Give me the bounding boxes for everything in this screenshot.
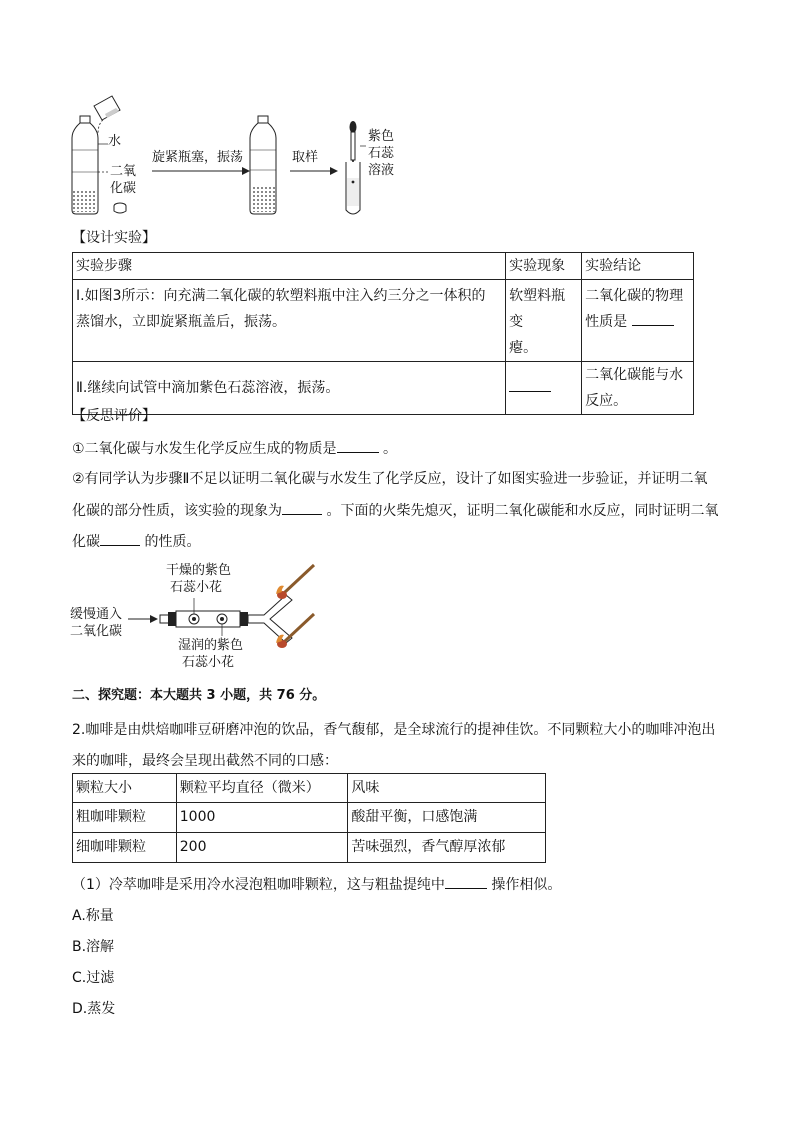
answer-blank[interactable] bbox=[282, 500, 322, 515]
q2-intro-line2: 来的咖啡，最终会呈现出截然不同的口感： bbox=[72, 753, 338, 769]
label-wet-line1: 湿润的紫色 bbox=[178, 638, 244, 653]
table-row bbox=[73, 774, 546, 803]
arrow-label-sample: 取样 bbox=[292, 150, 319, 165]
row1-step-line2: 蒸馏水，立即旋紧瓶盖后，振荡。 bbox=[76, 314, 286, 330]
bottle-cap-icon bbox=[114, 203, 126, 213]
row1-conclusion-line2: 性质是 bbox=[585, 314, 628, 330]
header-size: 颗粒大小 bbox=[73, 774, 177, 803]
cell: 粗咖啡颗粒 bbox=[73, 803, 177, 833]
arrow-label-shake: 旋紧瓶塞，振荡 bbox=[152, 150, 244, 165]
header-step: 实验步骤 bbox=[73, 253, 506, 280]
header-flavor: 风味 bbox=[348, 774, 546, 803]
row1-step-line1: Ⅰ.如图3所示：向充满二氧化碳的软塑料瓶中注入约三分之一体积的 bbox=[76, 288, 486, 304]
label-dry-line1: 干燥的紫色 bbox=[166, 563, 232, 578]
section-heading: 二、探究题：本大题共 3 小题，共 76 分。 bbox=[72, 688, 326, 703]
lower-match-icon bbox=[276, 614, 314, 648]
table-row bbox=[73, 833, 546, 863]
wet-flower-icon bbox=[217, 614, 227, 624]
label-litmus-line1: 紫色 bbox=[368, 129, 395, 144]
header-phenomenon: 实验现象 bbox=[506, 253, 582, 280]
reflection-q2-line2: 化碳的部分性质，该实验的现象为 。下面的火柴先熄灭，证明二氧化碳能和水反应，同时证明二氧 bbox=[72, 500, 718, 521]
bottle-2-icon bbox=[250, 116, 276, 214]
cell: 苦味强烈，香气醇厚浓郁 bbox=[348, 833, 546, 863]
matches-figure bbox=[270, 560, 320, 660]
table-row bbox=[73, 362, 694, 415]
dropper-icon bbox=[350, 121, 357, 168]
row1-phenomenon-line2: 瘪。 bbox=[509, 340, 538, 356]
cell: 1000 bbox=[176, 803, 348, 833]
option-c[interactable]: C.过滤 bbox=[72, 970, 115, 986]
bottle-1-icon bbox=[72, 116, 98, 214]
header-conclusion: 实验结论 bbox=[582, 253, 694, 280]
label-co2-line1: 二氧 bbox=[110, 164, 137, 179]
answer-blank[interactable] bbox=[100, 531, 140, 546]
row2-step: Ⅱ.继续向试管中滴加紫色石蕊溶液，振荡。 bbox=[73, 362, 506, 415]
q2-sub1: （1）冷萃咖啡是采用冷水浸泡粗咖啡颗粒，这与粗盐提纯中 操作相似。 bbox=[72, 874, 561, 895]
reflection-q2-line3: 化碳 的性质。 bbox=[72, 531, 200, 552]
beaker-icon bbox=[94, 96, 120, 134]
q2-intro-line1: 2.咖啡是由烘焙咖啡豆研磨冲泡的饮品，香气馥郁，是全球流行的提神佳饮。不同颗粒大小的咖啡冲泡出 bbox=[72, 722, 716, 738]
cell: 细咖啡颗粒 bbox=[73, 833, 177, 863]
reflection-heading: 【反思评价】 bbox=[72, 408, 156, 424]
option-d[interactable]: D.蒸发 bbox=[72, 1001, 116, 1017]
label-inlet-line1: 缓慢通入 bbox=[70, 607, 123, 622]
answer-blank[interactable] bbox=[445, 874, 487, 889]
label-water: 水 bbox=[108, 134, 122, 149]
label-litmus-line2: 石蕊 bbox=[368, 146, 395, 161]
reflection-q2-line1: ②有同学认为步骤Ⅱ不足以证明二氧化碳与水发生了化学反应，设计了如图实验进一步验证，并证明二氧 bbox=[72, 471, 708, 487]
label-inlet-line2: 二氧化碳 bbox=[70, 624, 123, 639]
label-litmus-line3: 溶液 bbox=[368, 163, 395, 178]
table-row bbox=[73, 253, 694, 280]
label-wet-line2: 石蕊小花 bbox=[182, 655, 235, 670]
option-a[interactable]: A.称量 bbox=[72, 908, 114, 924]
table-row bbox=[73, 803, 546, 833]
row2-conclusion-line2: 反应。 bbox=[585, 393, 628, 409]
row1-phenomenon-line1: 软塑料瓶变 bbox=[509, 288, 566, 330]
cell: 酸甜平衡，口感饱满 bbox=[348, 803, 546, 833]
coffee-table bbox=[72, 773, 546, 863]
answer-blank[interactable] bbox=[337, 438, 379, 453]
design-table bbox=[72, 252, 694, 415]
table-row bbox=[73, 280, 694, 362]
dry-flower-icon bbox=[189, 614, 199, 624]
design-heading: 【设计实验】 bbox=[72, 230, 156, 246]
cell: 200 bbox=[176, 833, 348, 863]
row2-conclusion-line1: 二氧化碳能与水 bbox=[585, 367, 684, 383]
label-co2-line2: 化碳 bbox=[110, 181, 137, 196]
reflection-q1: ①二氧化碳与水发生化学反应生成的物质是 。 bbox=[72, 438, 397, 459]
upper-match-icon bbox=[276, 565, 314, 599]
row1-conclusion-line1: 二氧化碳的物理 bbox=[585, 288, 684, 304]
label-dry-line2: 石蕊小花 bbox=[170, 580, 223, 595]
answer-blank[interactable] bbox=[509, 377, 551, 392]
test-tube-icon bbox=[346, 162, 360, 214]
header-diameter: 颗粒平均直径（微米） bbox=[176, 774, 348, 803]
answer-blank[interactable] bbox=[632, 311, 674, 326]
option-b[interactable]: B.溶解 bbox=[72, 939, 115, 955]
